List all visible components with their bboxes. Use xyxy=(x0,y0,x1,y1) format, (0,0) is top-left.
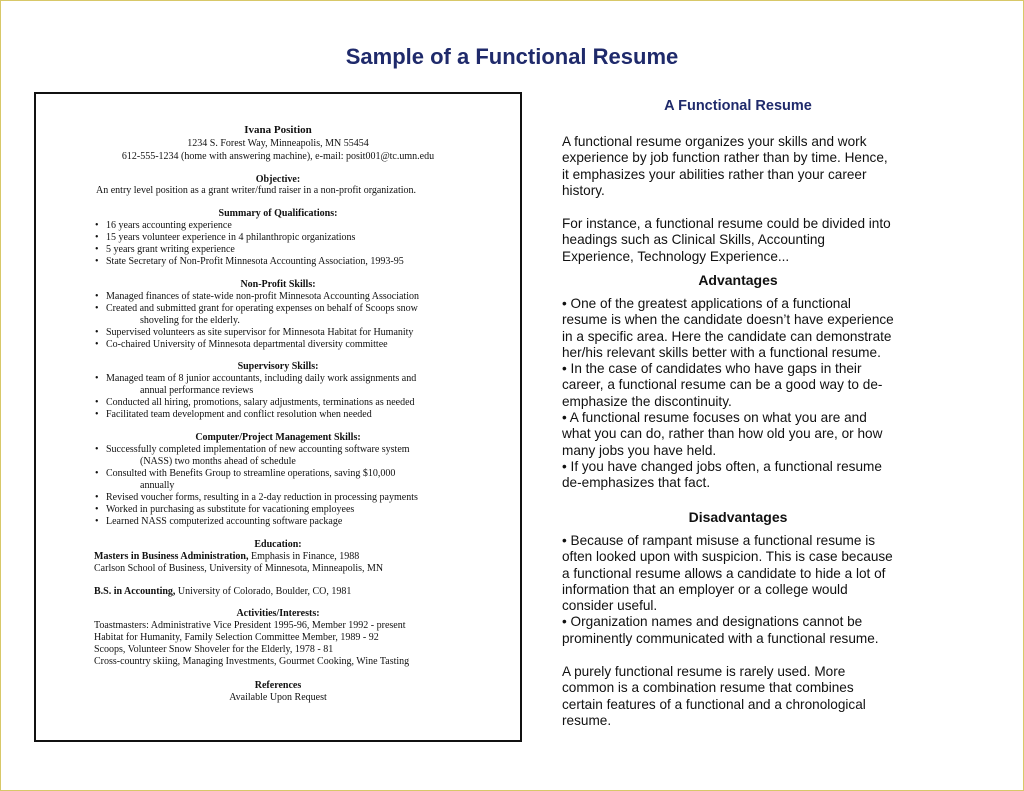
computer-item: • Learned NASS computerized accounting software package xyxy=(106,516,512,528)
disadvantages-list xyxy=(562,533,914,647)
computer-item: • Worked in purchasing as substitute for vacationing employees xyxy=(106,504,512,516)
resume-address: 1234 S. Forest Way, Minneapolis, MN 55454 xyxy=(187,138,369,149)
supervisory-item: • Managed team of 8 junior accountants, including daily work assignments and xyxy=(106,373,512,385)
education-school-1: Carlson School of Business, University of Minnesota, Minneapolis, MN xyxy=(94,563,384,574)
nonprofit-item-cont: shoveling for the elderly. xyxy=(140,315,240,326)
activity-item: Scoops, Volunteer Snow Shoveler for the Elderly, 1978 - 81 xyxy=(94,644,334,655)
nonprofit-item: • Managed finances of state-wide non-profit Minnesota Accounting Association xyxy=(106,291,512,303)
text-line: Experience, Technology Experience... xyxy=(562,248,790,264)
summary-item: • 16 years accounting experience xyxy=(106,220,512,232)
education-detail-1: Emphasis in Finance, 1988 xyxy=(248,551,360,562)
intro-paragraph xyxy=(562,134,914,199)
text-line: A functional resume organizes your skills and work xyxy=(562,134,867,149)
supervisory-item-cont: annual performance reviews xyxy=(140,385,254,396)
page-title: Sample of a Functional Resume xyxy=(345,44,679,69)
text-line: • A functional resume focuses on what you are and xyxy=(562,410,867,426)
text-line: her/his relevant skills better with a functional resume. xyxy=(562,344,881,360)
nonprofit-item: • Created and submitted grant for operating expenses on behalf of Scoops snow xyxy=(106,303,512,315)
text-line: experience by job function rather than by time. Hence, xyxy=(562,150,888,166)
text-line: what you can do, rather than how old you are, or how xyxy=(562,426,883,442)
summary-item: • 5 years grant writing experience xyxy=(106,244,512,256)
text-line: certain features of a functional and a chronological xyxy=(562,696,866,712)
activities-heading: Activities/Interests: xyxy=(236,608,320,619)
resume-sample xyxy=(34,92,522,742)
references-heading: References xyxy=(254,680,302,691)
advantages-list xyxy=(562,296,914,492)
computer-item: • Consulted with Benefits Group to streamline operations, saving $10,000 xyxy=(106,468,512,480)
education-heading: Education: xyxy=(254,539,302,550)
text-line: in a specific area. Here the candidate can demonstrate xyxy=(562,328,892,344)
text-line: emphasize the discontinuity. xyxy=(562,393,732,409)
text-line: information that an employer or a college would xyxy=(562,581,848,597)
supervisory-item: • Facilitated team development and conflict resolution when needed xyxy=(106,409,512,421)
text-line: • Because of rampant misuse a functional resume is xyxy=(562,533,876,548)
activity-item: Habitat for Humanity, Family Selection Committee Member, 1989 - 92 xyxy=(94,632,379,643)
text-line: consider useful. xyxy=(562,598,658,614)
summary-item: • 15 years volunteer experience in 4 philanthropic organizations xyxy=(106,232,512,244)
nonprofit-heading: Non-Profit Skills: xyxy=(240,279,316,290)
education-detail-2: University of Colorado, Boulder, CO, 1981 xyxy=(175,586,352,597)
summary-item: • State Secretary of Non-Profit Minnesota Accounting Association, 1993-95 xyxy=(106,256,512,268)
explanation-heading: A Functional Resume xyxy=(664,98,812,114)
text-line: a functional resume allows a candidate to hide a lot of xyxy=(562,565,886,581)
resume-name: Ivana Position xyxy=(244,124,312,136)
text-line: de-emphasizes that fact. xyxy=(562,475,711,491)
nonprofit-item: • Supervised volunteers as site supervisor for Minnesota Habitat for Humanity xyxy=(106,327,512,339)
text-line: resume. xyxy=(562,712,612,728)
objective-text: An entry level position as a grant writer/fund raiser in a non-profit organization. xyxy=(96,185,416,196)
text-line: career, a functional resume can be a good way to de- xyxy=(562,377,883,393)
text-line: headings such as Clinical Skills, Accounting xyxy=(562,232,825,248)
text-line: it emphasizes your abilities rather than your career xyxy=(562,166,867,182)
supervisory-item: • Conducted all hiring, promotions, salary adjustments, terminations as needed xyxy=(106,397,512,409)
text-line: • One of the greatest applications of a functional xyxy=(562,296,851,311)
nonprofit-item: • Co-chaired University of Minnesota departmental diversity committee xyxy=(106,339,512,351)
text-line: A purely functional resume is rarely used. More xyxy=(562,664,846,679)
activity-item: Cross-country skiing, Managing Investments, Gourmet Cooking, Wine Tasting xyxy=(94,656,410,667)
computer-item: • Revised voucher forms, resulting in a 2-day reduction in processing payments xyxy=(106,492,512,504)
computer-item-cont: (NASS) two months ahead of schedule xyxy=(140,456,296,467)
education-degree-1: Masters in Business Administration, xyxy=(94,551,249,562)
text-line: • In the case of candidates who have gaps in their xyxy=(562,361,862,377)
text-line: • If you have changed jobs often, a functional resume xyxy=(562,458,882,474)
computer-heading: Computer/Project Management Skills: xyxy=(195,432,361,443)
summary-heading: Summary of Qualifications: xyxy=(218,208,338,219)
disadvantages-heading: Disadvantages xyxy=(688,509,788,525)
activity-item: Toastmasters: Administrative Vice President 1995-96, Member 1992 - present xyxy=(94,620,406,631)
text-line: prominently communicated with a functional resume. xyxy=(562,630,879,646)
text-line: common is a combination resume that combines xyxy=(562,680,854,696)
education-degree-2: B.S. in Accounting, xyxy=(94,586,176,597)
text-line: history. xyxy=(562,182,605,198)
references-text: Available Upon Request xyxy=(229,692,327,703)
instance-paragraph xyxy=(562,216,914,265)
education-entry-1 xyxy=(94,551,512,563)
advantages-heading: Advantages xyxy=(698,272,778,288)
closing-paragraph xyxy=(562,664,914,729)
text-line: For instance, a functional resume could be divided into xyxy=(562,216,891,231)
supervisory-heading: Supervisory Skills: xyxy=(237,361,319,372)
objective-heading: Objective: xyxy=(255,174,301,185)
text-line: resume is when the candidate doesn’t have experience xyxy=(562,312,894,328)
computer-item: • Successfully completed implementation of new accounting software system xyxy=(106,444,512,456)
resume-contact: 612-555-1234 (home with answering machine), e-mail: posit001@tc.umn.edu xyxy=(121,151,435,162)
text-line: • Organization names and designations cannot be xyxy=(562,614,863,630)
education-entry-2 xyxy=(94,586,512,598)
computer-item-cont: annually xyxy=(140,480,175,491)
text-line: many jobs you have held. xyxy=(562,442,717,458)
text-line: often looked upon with suspicion. This is case because xyxy=(562,549,893,565)
